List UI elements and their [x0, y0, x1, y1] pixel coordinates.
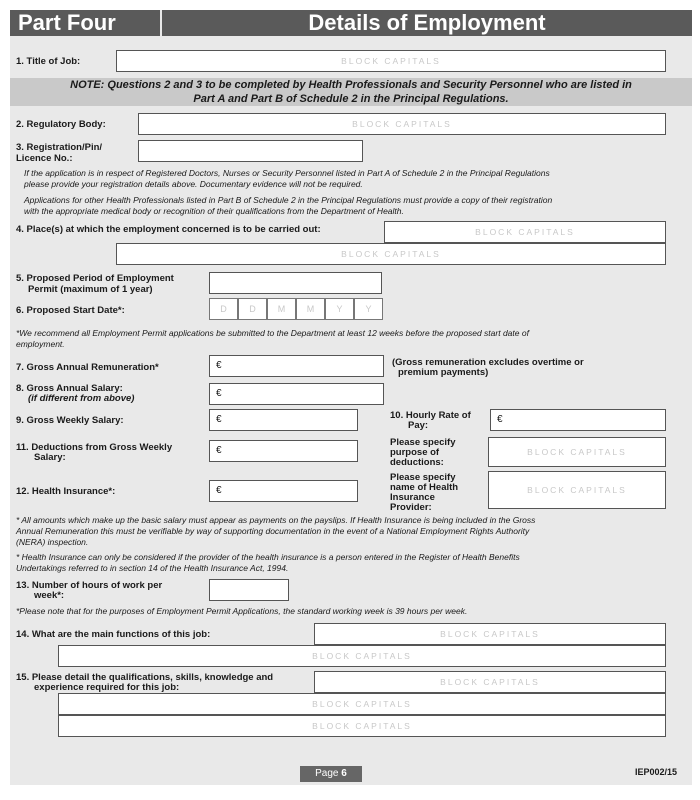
- qualifications-input-1[interactable]: BLOCK CAPITALS: [314, 671, 666, 693]
- note6-line2: employment.: [16, 339, 65, 349]
- start-day-2[interactable]: D: [238, 298, 267, 320]
- note12b-line1: * Health Insurance can only be considered if the provider of the health insurance is a person entered in the Register of Health Benefits: [16, 552, 520, 562]
- section-title: Details of Employment: [162, 10, 692, 36]
- q13-label-line2: week*:: [34, 590, 65, 601]
- q4-label: 4. Place(s) at which the employment concerned is to be carried out:: [16, 224, 321, 235]
- q10-label-line2: Pay:: [408, 420, 429, 431]
- q11-side-line3: deductions:: [390, 457, 444, 468]
- deductions-input[interactable]: €: [209, 440, 358, 462]
- page-number: 6: [341, 768, 347, 779]
- note12a-line2: Annual Remuneration this must be verifiable by way of supporting documentation in the event of a National Employment Rights Authority: [16, 526, 530, 536]
- q12-side-line1: Please specify: [390, 472, 456, 483]
- info2-line2: with the appropriate medical body or recognition of their qualifications from the Department of Health.: [24, 206, 404, 216]
- start-month-2[interactable]: M: [296, 298, 325, 320]
- info1-line1: If the application is in respect of Registered Doctors, Nurses or Security Personnel listed in Part A of Schedule 2 in the Principal Regulations: [24, 168, 550, 178]
- q15-label-line1: 15. Please detail the qualifications, skills, knowledge and: [16, 672, 274, 683]
- qualifications-input-2[interactable]: BLOCK CAPITALS: [58, 693, 666, 715]
- q7-side-line2: premium payments): [398, 367, 489, 378]
- workplace-input-1[interactable]: BLOCK CAPITALS: [384, 221, 666, 243]
- note-line2: Part A and Part B of Schedule 2 in the Principal Regulations.: [193, 93, 509, 105]
- q12-side-line3: Insurance: [390, 492, 435, 503]
- q11-side-line1: Please specify: [390, 437, 456, 448]
- q11-label-line1: 11. Deductions from Gross Weekly: [16, 442, 173, 453]
- q5-label-line1: 5. Proposed Period of Employment: [16, 273, 174, 284]
- start-month-1[interactable]: M: [267, 298, 296, 320]
- form-code: IEP002/15: [635, 767, 678, 777]
- regulatory-body-input[interactable]: BLOCK CAPITALS: [138, 113, 666, 135]
- page-label: Page: [315, 768, 339, 779]
- q13-label-line1: 13. Number of hours of work per: [16, 580, 163, 591]
- gross-salary-input[interactable]: €: [209, 383, 384, 405]
- job-functions-input-2[interactable]: BLOCK CAPITALS: [58, 645, 666, 667]
- q12-label-text: 12. Health Insurance: [16, 486, 109, 497]
- note6-line1: *We recommend all Employment Permit applications be submitted to the Department at least 12 weeks before the proposed start date of: [16, 328, 529, 338]
- info1-line2: please provide your registration details above. Documentary evidence will not be required.: [24, 179, 363, 189]
- q1-label: 1. Title of Job:: [16, 56, 81, 67]
- q3-label-line2: Licence No.:: [16, 153, 73, 164]
- q8-label-line2: (if different from above): [28, 393, 135, 404]
- job-title-input[interactable]: BLOCK CAPITALS: [116, 50, 666, 72]
- page-number-box: [300, 766, 362, 782]
- info2-line1: Applications for other Health Professionals listed in Part B of Schedule 2 in the Principal Regulations must provide a copy of their registration: [24, 195, 553, 205]
- note-banner: [10, 78, 692, 106]
- q6-label: 6. Proposed Start Date*:: [16, 305, 125, 316]
- q7-label: 7. Gross Annual Remuneration*: [16, 362, 159, 373]
- qualifications-input-3[interactable]: BLOCK CAPITALS: [58, 715, 666, 737]
- deductions-purpose-input[interactable]: BLOCK CAPITALS: [488, 437, 666, 467]
- start-year-2[interactable]: Y: [354, 298, 383, 320]
- workplace-input-2[interactable]: BLOCK CAPITALS: [116, 243, 666, 265]
- insurance-provider-input[interactable]: BLOCK CAPITALS: [488, 471, 666, 509]
- form-page: [10, 10, 692, 785]
- q9-label: 9. Gross Weekly Salary:: [16, 415, 124, 426]
- note12b-line2: Undertakings referred to in section 14 of the Health Insurance Act, 1994.: [16, 563, 289, 573]
- q12-label-suffix: *:: [108, 486, 116, 497]
- note12a-line3: (NERA) inspection.: [16, 537, 89, 547]
- note-line1: NOTE: Questions 2 and 3 to be completed by Health Professionals and Security Personnel who are listed in: [70, 79, 632, 91]
- q12-side-line4: Provider:: [390, 502, 432, 513]
- registration-number-input[interactable]: [138, 140, 363, 162]
- start-day-1[interactable]: D: [209, 298, 238, 320]
- job-functions-input-1[interactable]: BLOCK CAPITALS: [314, 623, 666, 645]
- employment-period-input[interactable]: [209, 272, 382, 294]
- note13-line1: *Please note that for the purposes of Employment Permit Applications, the standard working week is 39 hours per week.: [16, 606, 468, 616]
- q10-label-line1: 10. Hourly Rate of: [390, 410, 471, 421]
- note12a-line1: * All amounts which make up the basic salary must appear as payments on the payslips. If Health Insurance is being included in the Gross: [16, 515, 536, 525]
- hours-per-week-input[interactable]: [209, 579, 289, 601]
- q12-side-line2: name of Health: [390, 482, 459, 493]
- q11-side-line2: purpose of: [390, 447, 440, 458]
- start-year-1[interactable]: Y: [325, 298, 354, 320]
- health-insurance-input[interactable]: €: [209, 480, 358, 502]
- q11-label-line2: Salary:: [34, 452, 66, 463]
- gross-remuneration-input[interactable]: €: [209, 355, 384, 377]
- q3-label-line1: 3. Registration/Pin/: [16, 142, 103, 153]
- q12-label: [16, 486, 115, 497]
- hourly-rate-input[interactable]: €: [490, 409, 666, 431]
- q7-side-line1: (Gross remuneration excludes overtime or: [392, 357, 584, 368]
- q15-label-line2: experience required for this job:: [34, 682, 180, 693]
- q14-label: 14. What are the main functions of this job:: [16, 629, 211, 640]
- part-heading: Part Four: [10, 10, 160, 36]
- weekly-salary-input[interactable]: €: [209, 409, 358, 431]
- q2-label: 2. Regulatory Body:: [16, 119, 106, 130]
- q5-label-line2: Permit (maximum of 1 year): [28, 284, 153, 295]
- q8-label-line1: 8. Gross Annual Salary:: [16, 383, 123, 394]
